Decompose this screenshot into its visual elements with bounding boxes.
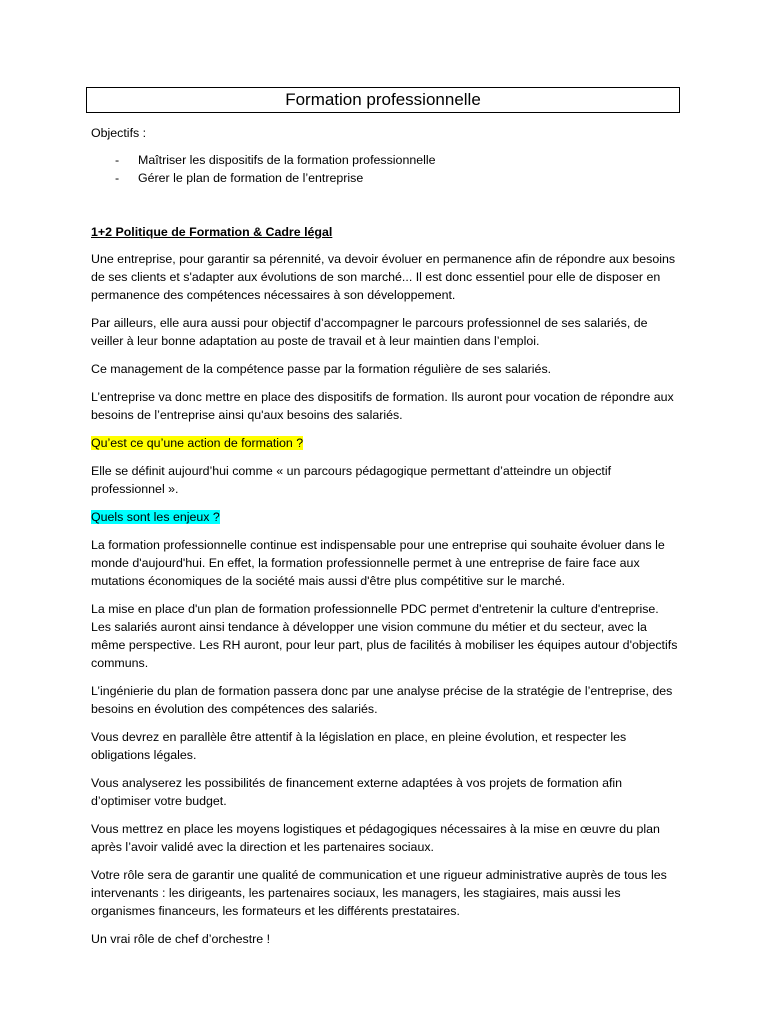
paragraph: Vous devrez en parallèle être attentif à la législation en place, en pleine évolution, et respecter les obligations légales. xyxy=(91,730,627,762)
objective-item xyxy=(91,151,681,169)
paragraph: Votre rôle sera de garantir une qualité de communication et une rigueur administrative auprès de tous les intervenants : les dirigeants, les partenaires sociaux, les managers, les stagiaires, mais aussi les organismes financeurs, les formateurs et les différents prestataires. xyxy=(91,868,667,918)
paragraph: La mise en place d'un plan de formation professionnelle PDC permet d'entretenir la culture d'entreprise. Les salariés auront ainsi tendance à développer une vision commune du métier et du secteur, avec la même perspective. Les RH auront, pour leur part, plus de facilités à mobiliser les équipes autour d'objectifs communs. xyxy=(91,602,678,670)
question-heading-action-formation xyxy=(91,434,681,452)
paragraph: Une entreprise, pour garantir sa pérennité, va devoir évoluer en permanence afin de répondre aux besoins de ses clients et s'adapter aux évolutions de son marché... Il est donc essentiel pour elle de disposer en permanence des compétences nécessaires à son développement. xyxy=(91,252,676,302)
question-heading-enjeux xyxy=(91,508,681,526)
objectives-label: Objectifs : xyxy=(91,126,147,140)
paragraph: Ce management de la compétence passe par la formation régulière de ses salariés. xyxy=(91,362,552,376)
document-body xyxy=(91,124,681,948)
highlighted-question: Quels sont les enjeux ? xyxy=(91,510,220,524)
paragraph: L’entreprise va donc mettre en place des dispositifs de formation. Ils auront pour vocation de répondre aux besoins de l’entreprise ainsi qu'aux besoins des salariés. xyxy=(91,390,674,422)
paragraph: Un vrai rôle de chef d’orchestre ! xyxy=(91,932,271,946)
paragraph: La formation professionnelle continue est indispensable pour une entreprise qui souhaite évoluer dans le monde d'aujourd'hui. En effet, la formation professionnelle permet à une entreprise de faire face aux mutations économiques de la société mais aussi d'être plus compétitive sur le marché. xyxy=(91,538,665,588)
section-heading: 1+2 Politique de Formation & Cadre légal xyxy=(91,225,333,239)
highlighted-question: Qu’est ce qu’une action de formation ? xyxy=(91,436,304,450)
paragraph: Elle se définit aujourd’hui comme « un parcours pédagogique permettant d’atteindre un objectif professionnel ». xyxy=(91,464,612,496)
document-title: Formation professionnelle xyxy=(86,87,680,113)
paragraph: Vous analyserez les possibilités de financement externe adaptées à vos projets de formation afin d’optimiser votre budget. xyxy=(91,776,623,808)
paragraph: Par ailleurs, elle aura aussi pour objectif d’accompagner le parcours professionnel de ses salariés, de veiller à leur bonne adaptation au poste de travail et à leur maintien dans l’emploi. xyxy=(91,316,648,348)
objectives-list xyxy=(91,151,681,187)
objective-text: Gérer le plan de formation de l’entreprise xyxy=(138,171,364,185)
paragraph: Vous mettrez en place les moyens logistiques et pédagogiques nécessaires à la mise en œuvre du plan après l’avoir validé avec la direction et les partenaires sociaux. xyxy=(91,822,660,854)
objective-item xyxy=(91,169,681,187)
paragraph: L’ingénierie du plan de formation passera donc par une analyse précise de la stratégie de l’entreprise, des besoins en évolution des compétences des salariés. xyxy=(91,684,673,716)
objective-text: Maîtriser les dispositifs de la formation professionnelle xyxy=(138,153,436,167)
bullet-dash: - xyxy=(115,153,120,167)
bullet-dash: - xyxy=(115,171,120,185)
